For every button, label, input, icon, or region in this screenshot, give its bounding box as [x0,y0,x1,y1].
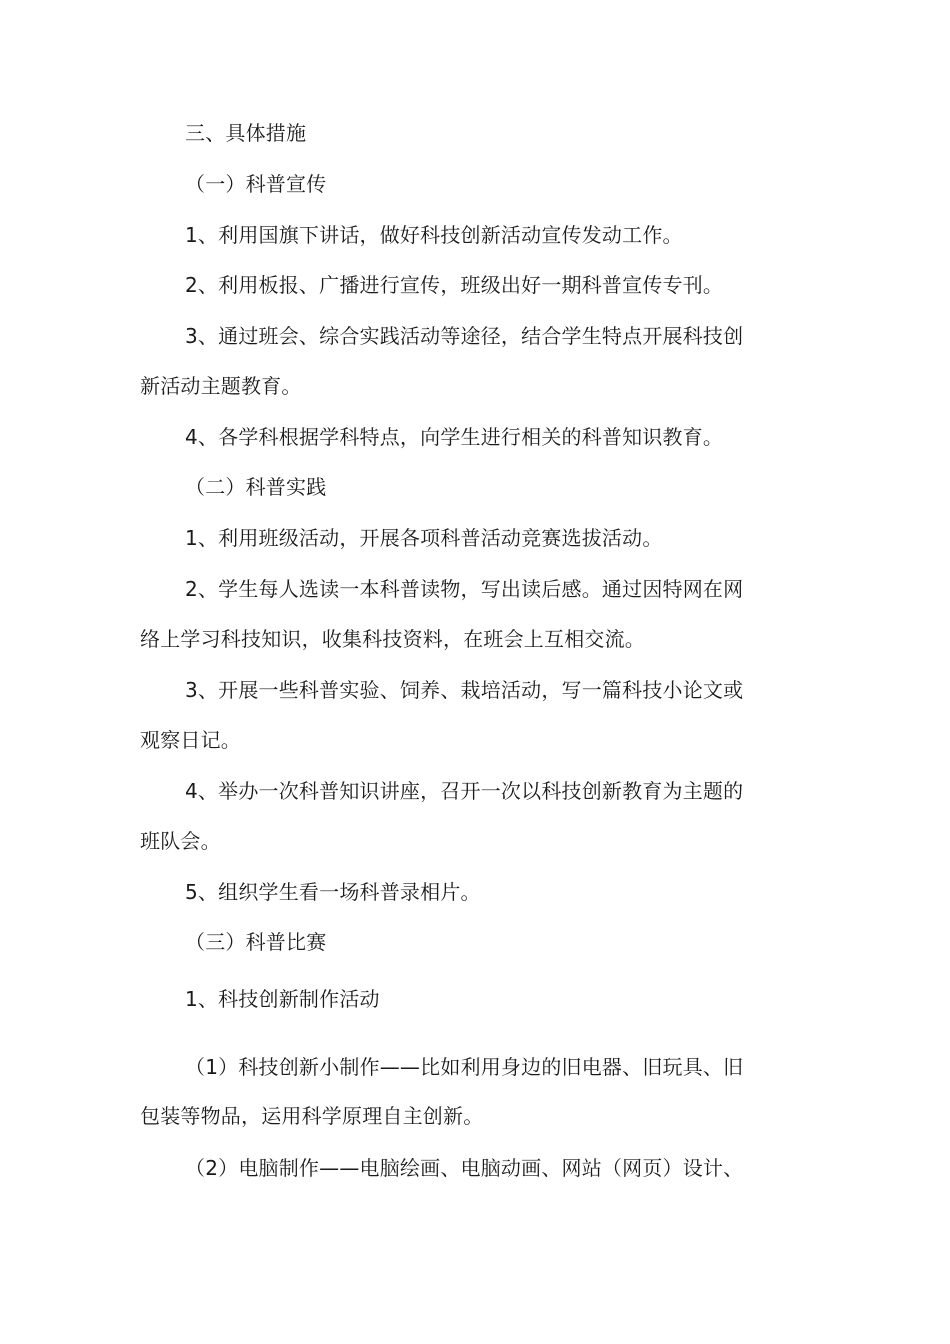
paragraph-line: 1、利用班级活动，开展各项科普活动竞赛选拔活动。 [185,526,663,550]
paragraph-line: 2、学生每人选读一本科普读物，写出读后感。通过因特网在网 [185,577,744,601]
subsection-heading: （三）科普比赛 [185,930,327,954]
paragraph-line: 4、各学科根据学科特点，向学生进行相关的科普知识教育。 [185,425,724,449]
paragraph-line: 观察日记。 [140,728,241,752]
paragraph-line: 3、开展一些科普实验、饲养、栽培活动，写一篇科技小论文或 [185,678,744,702]
paragraph-line: 1、科技创新制作活动 [185,987,380,1011]
subsection-heading: （一）科普宣传 [185,172,327,196]
paragraph-line: 4、举办一次科普知识讲座，召开一次以科技创新教育为主题的 [185,779,744,803]
paragraph-line: 新活动主题教育。 [140,374,302,398]
paragraph-line: 络上学习科技知识，收集科技资料，在班会上互相交流。 [140,627,645,651]
paragraph-line: 1、利用国旗下讲话，做好科技创新活动宣传发动工作。 [185,223,683,247]
subsection-heading: （二）科普实践 [185,475,327,499]
paragraph-line: （1）科技创新小制作——比如利用身边的旧电器、旧玩具、旧 [185,1055,744,1079]
paragraph-line: （2）电脑制作——电脑绘画、电脑动画、网站（网页）设计、 [185,1156,744,1180]
paragraph-line: 2、利用板报、广播进行宣传，班级出好一期科普宣传专刊。 [185,273,724,297]
paragraph-line: 3、通过班会、综合实践活动等途径，结合学生特点开展科技创 [185,324,744,348]
paragraph-line: 包装等物品，运用科学原理自主创新。 [140,1104,484,1128]
section-heading: 三、具体措施 [185,121,307,145]
paragraph-line: 班队会。 [140,829,221,853]
paragraph-line: 5、组织学生看一场科普录相片。 [185,880,481,904]
